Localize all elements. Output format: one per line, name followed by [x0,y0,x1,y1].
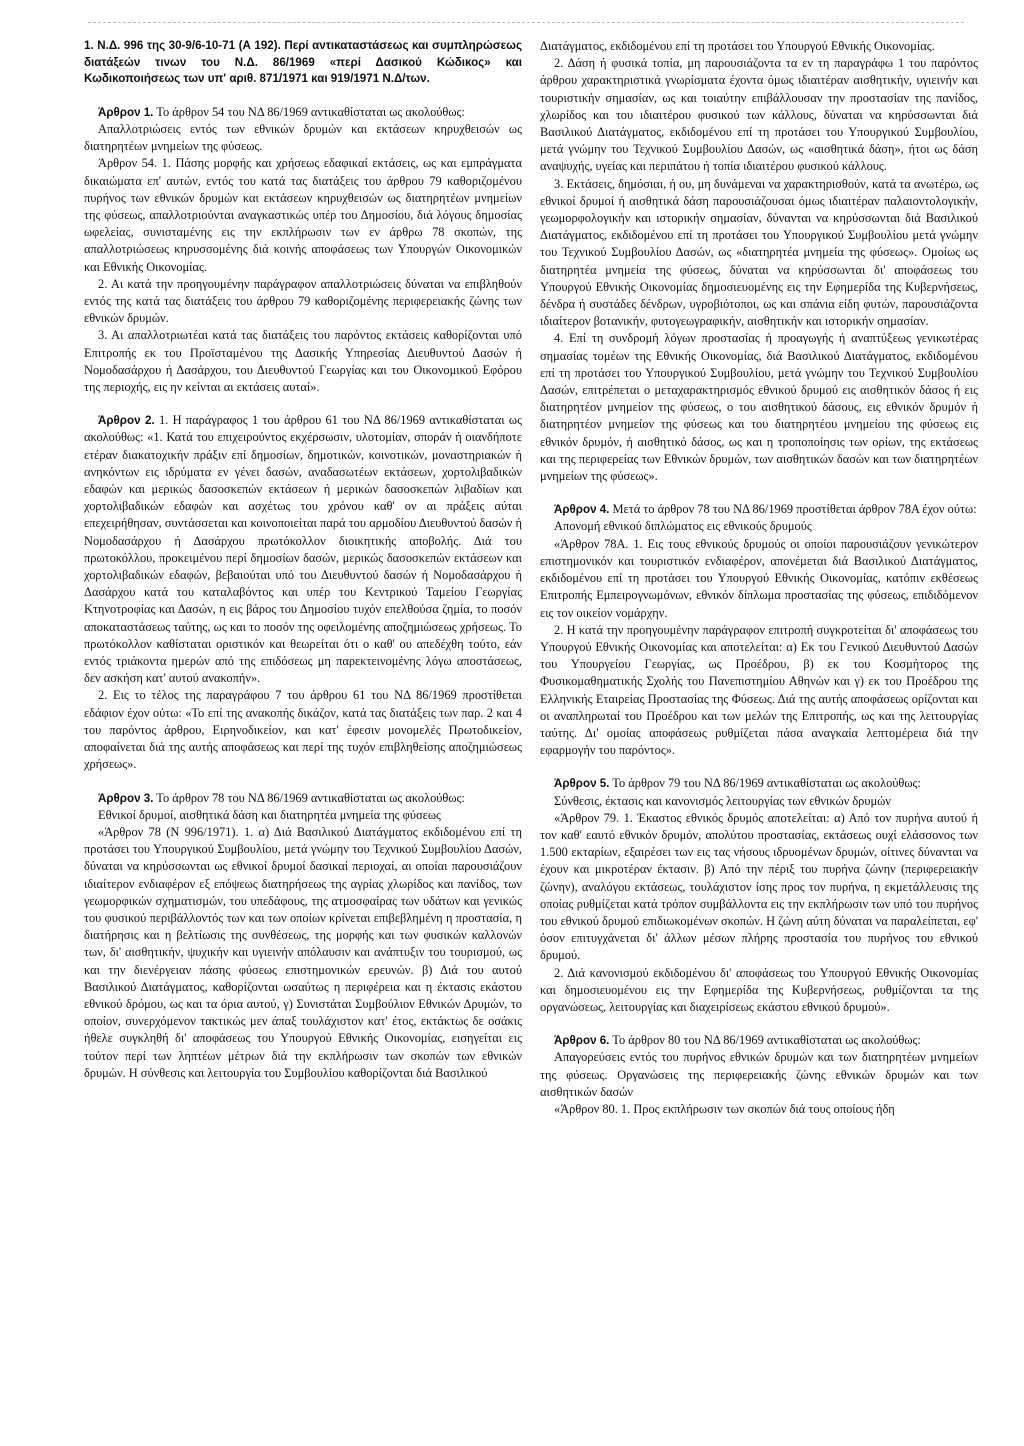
article-1-title: Απαλλοτριώσεις εντός των εθνικών δρυμών και εκτάσεων κηρυχθεισών ως διατηρητέων μνημείων της φύσεως. [84,121,522,154]
article-5 [540,775,978,1016]
article-4 [540,501,978,759]
article-4-title: Απονομή εθνικού διπλώματος εις εθνικούς δρυμούς [554,519,812,534]
article-6-intro: Το άρθρον 80 του ΝΔ 86/1969 αντικαθίσταται ως ακολούθως: [612,1033,921,1048]
article-1-para-2: 2. Αι κατά την προηγουμένην παράγραφον απαλλοτριώσεις δύναται να επιβληθούν εντός της κατά τας διατάξεις του άρθρου 79 καθοριζομένης περιφερειακής ζώνης των εθνικών δρυμών. [84,276,522,326]
law-header: 1. Ν.Δ. 996 της 30-9/6-10-71 (Α 192). Περί αντικαταστάσεως και συμπληρώσεως διατάξεών τινων του Ν.Δ. 86/1969 «περί Δασικού Κώδικος» και Κωδικοποιήσεως των υπ' αριθ. 871/1971 και 919/1971 Ν.Δ/των. [84,39,522,86]
article-3-para-3: 3. Εκτάσεις, δημόσιαι, ή ου, μη δυνάμεναι να χαρακτηρισθούν, κατά τα ανωτέρω, ως εθνικοί δρυμοί ή αισθητικά δάση παρουσιάζουσαι όμως ιδιαιτέραν παλαιοντολογικήν, γεωμορφολογικήν και ιστορικήν σημασίαν, δύνανται να κηρύσσωνται διά Βασιλικού Διατάγματος, εκδιδομένου επί τη προτάσει του Υπουργικού Συμβουλίου μετά γνώμην του Τεχνικού Συμβουλίου Δασών, ως «διατηρητέα μνημεία της φύσεως». Ομοίως ως διατηρητέα μνημεία της φύσεως, δύναται να κηρύσσωνται δι' αποφάσεως του Υπουργού Εθνικής Οικονομίας δημοσιευομένης εις την Εφημερίδα της Κυβερνήσεως, δένδρα ή συστάδες δένδρων, υγροβιότοποι, ως και σπάνια είδη φυτών, παρουσιάζοντα ιδιαίτερον βοτανικήν, φυτογεωγραφικήν, αισθητικήν και ιστορικήν σημασίαν. [540,176,978,329]
article-5-para-2: 2. Διά κανονισμού εκδιδομένου δι' αποφάσεως του Υπουργού Εθνικής Οικονομίας και δημοσιευομένου εις την Εφημερίδα της Κυβερνήσεως, ρυθμίζονται τα της οργανώσεως, λειτουργίας και διαχειρίσεως εκάστου εθνικού δρυμού». [540,965,978,1014]
article-3-title: Εθνικοί δρυμοί, αισθητικά δάση και διατηρητέα μνημεία της φύσεως [98,807,441,822]
article-4-para-2: 2. Η κατά την προηγουμένην παράγραφον επιτροπή συγκροτείται δι' αποφάσεως του Υπουργού Εθνικής Οικονομίας και αποτελείται: α) Εκ του Γενικού Διευθυντού Δασών του Υπουργείου Γεωργίας, ως Προέδρου, β) εκ του Κοσμήτορος της Φυσικομαθηματικής Σχολής του Πανεπιστημίου Αθηνών και γ) εκ του Προέδρου της Ελληνικής Εταιρείας Προστασίας της Φύσεως. Διά της αυτής αποφάσεως ορίζονται και οι αναπληρωταί του Προέδρου και των μελών της Επιτροπής, ως και της λειτουργίας ταύτης. Δι' ομοίας αποφάσεως ρυθμίζεται πάσα αναγκαία λεπτομέρεια διά την εφαρμογήν του παρόντος». [540,622,978,758]
article-3-label: Άρθρον 3. [98,791,154,805]
article-4-intro: Μετά το άρθρον 78 του ΝΔ 86/1969 προστίθεται άρθρον 78Α έχον ούτω: [612,502,977,517]
article-3-para-4: 4. Επί τη συνδρομή λόγων προστασίας ή προαγωγής ή αναπτύξεως γενικωτέρας σημασίας τομέων της Εθνικής Οικονομίας, διά Βασιλικού Διατάγματος, εκδιδομένου επί τη προτάσει του Υπουργικού Συμβουλίου, μετά γνώμην του Τεχνικού Συμβουλίου Δασών, επιτρέπεται ο μεταχαρακτηρισμός εθνικού δρυμού εις αισθητικόν δάσος ή εις διατηρητέον μνημείον της φύσεως, ο του αισθητικού δάσους, εις εθνικόν δρυμόν ή διατηρητέον μνημείον της φύσεως και του διατηρητέου μνημείου της φύσεως εις εθνικόν δρυμόν, ή αισθητικό δάσος, ως και η τροποποίησις των ορίων, της εκτάσεως και της περιφερείας των Εθνικών δρυμών, των αισθητικών δασών και των διατηρητέων μνημείων της φύσεως». [540,331,978,484]
article-1-para-1: Άρθρον 54. 1. Πάσης μορφής και χρήσεως εδαφικαί εκτάσεις, ως και εμπράγματα δικαιώματα επ' αυτών, εντός του κατά τας διατάξεις του άρθρου 79 καθοριζομένου πυρήνος των εθνικών δρυμών και εκτάσεων κηρυχθεισών ως διατηρητέων μνημείων της φύσεως, απαλλοτριούνται αναγκαστικώς υπέρ του Δημοσίου, διά λόγους δημοσίας ωφελείας, συνισταμένης εις την εκπλήρωσιν των εν άρθρω 78 σκοπών, της απαλλοτριώσεως κηρυσσομένης διά κοινής αποφάσεως των Υπουργών Οικονομικών και Εθνικής Οικονομίας. [84,156,522,274]
article-3-continued: Διατάγματος, εκδιδομένου επί τη προτάσει του Υπουργού Εθνικής Οικονομίας. [540,39,935,53]
article-3-intro: Το άρθρον 78 του ΝΔ 86/1969 αντικαθίσταται ως ακολούθως: [156,790,465,805]
article-6-title: Απαγορεύσεις εντός του πυρήνος εθνικών δρυμών και των διατηρητέων μνημείων της φύσεως. Οργανώσεις της περιφερειακής ζώνης εθνικών δρυμών και των αισθητικών δασών [540,1050,978,1099]
article-1-para-3: 3. Αι απαλλοτριωτέαι κατά τας διατάξεις του παρόντος εκτάσεις καθορίζονται υπό Επιτροπής εκ του Προϊσταμένου της Δασικής Υπηρεσίας Διευθυντού Δασών ή Νομοδασάρχου ή Δασάρχου, του Διευθυντού Γεωργίας και του Οικονομικού Εφόρου της περιοχής, εις ην κείνται αι εκτάσεις αυταί». [84,328,522,395]
article-1 [84,104,522,396]
article-1-intro: Το άρθρον 54 του ΝΔ 86/1969 αντικαθίσταται ως ακολούθως: [156,104,465,119]
article-1-label: Άρθρον 1. [98,105,154,119]
article-5-label: Άρθρον 5. [554,777,610,791]
article-4-label: Άρθρον 4. [554,503,610,517]
article-6 [540,1032,978,1118]
article-2-para-1: 1. Η παράγραφος 1 του άρθρου 61 του ΝΔ 86/1969 αντικαθίσταται ως ακολούθως: «1. Κατά του επιχειρούντος εκχέρσωσιν, υλοτομίαν, σποράν ή οιανδήποτε ετέραν διακατοχικήν πράξιν επί δημοσίων, δημοτικών, κοινοτικών, μοναστηριακών ή ανηκόντων εις ιδρύματα εν γένει δασών, αναδασωτέων εκτάσεων, χορτολιβαδικών εδαφών και μερικώς δασοσκεπών εκτάσεων ή μερικών δασοσκεπών λιβαδίων και χορτολιβαδικών εδαφών και ασχέτως του χρόνου καθ' ον αι πράξεις αύται επεχειρήθησαν, συντάσσεται και κοινοποιείται παρά του αρμοδίου Διευθυντού δασών ή Νομοδασάρχου ή Δασάρχου πρωτόκολλον διοικητικής αποβολής. Διά του πρωτοκόλλου, προκειμένου περί δημοσίων δασών, μερικώς δασοσκεπών εκτάσεων και χορτολιβαδικών εδαφών, βεβαιούται υπό του Διευθυντού δασών ή Νομοδασάρχου ή Δασάρχου κατά του καταλαβόντος και υπέρ του Κεντρικού Ταμείου Γεωργίας Κτηνοτροφίας και Δασών, η εις βάρος του Δημοσίου τυχόν επελθούσα ζημία, το ποσόν αποκαταστάσεως ταύτης, ως και το ποσόν της οφειλομένης αποζημιώσεως χρήσεως. Το πρωτόκολλον καθίσταται οριστικόν και θεωρείται ότι ο καθ' ου απεδέχθη τούτο, εάν εντός τριάκοντα ημερών από της επιδόσεως μη παρεκτεινομένης λόγω αποστάσεως, δεν ασκήση κατ' αυτού ανακοπήν». [84,413,522,686]
top-rule [88,22,964,23]
article-2 [84,412,522,773]
article-2-label: Άρθρον 2. [98,414,155,428]
left-column [84,38,522,1082]
article-3-para-2: 2. Δάση ή φυσικά τοπία, μη παρουσιάζοντα τα εν τη παραγράφω 1 του παρόντος άρθρου χαρακτηριστικά γνωρίσματα έχοντα όμως ιδιαιτέραν αισθητικήν, υγιεινήν και τουριστικήν σημασίαν, ως και τοιαύτην επιβάλλουσαν την προστασίαν της πανίδος, χλωρίδος και του ιδιαιτέρου φυσικού των κάλλους, δύναται να κηρύσσωνται διά Βασιλικού Διατάγματος, εκδιδομένου επί τη προτάσει του Υπουργικού Συμβουλίου, μετά γνώμην του Τεχνικού Συμβουλίου Δασών, ως «αισθητικά δάση», ήτοι ως δάση αναψυχής, υγείας και περιπάτου ή τοπία ιδιαιτέρου φυσικού κάλλους. [540,56,978,174]
article-5-para-1: «Άρθρον 79. 1. Έκαστος εθνικός δρυμός αποτελείται: α) Από τον πυρήνα αυτού ή τον καθ' εαυτό εθνικόν δρυμόν, απολύτου προστασίας, εκτάσεως ουχί ελάσσονος των 1.500 εκταρίων, εξαιρέσει των εις τας νήσους ιδρυομένων δρυμών, οίτινες δύνανται να έχουν και μικροτέραν έκτασιν. β) Από την πέριξ του πυρήνα ζώνην (περιφερειακήν ζώνην), αναλόγου εκτάσεως, τουλάχιστον ίσης προς τον πυρήνα, η εκμετάλλευσις της οποίας ρυθμίζεται κατά τρόπον συμβάλλοντα εις την εκπλήρωσιν των υπό του πυρήνος του εθνικού δρυμού επιδιωκομένων σκοπών. Η ζώνη αύτη δύναται να παραλείπεται, εφ' όσον επιτυγχάνεται δι' άλλων μέσων πλήρης προστασία του πυρήνος του εθνικού δρυμού. [540,810,978,963]
article-5-title: Σύνθεσις, έκτασις και κανονισμός λειτουργίας των εθνικών δρυμών [554,793,891,808]
article-3 [84,790,522,1082]
article-2-para-2: 2. Εις το τέλος της παραγράφου 7 του άρθρου 61 του ΝΔ 86/1969 προστίθεται εδάφιον έχον ούτω: «Το επί της ανακοπής δικάζον, κατά τας διατάξεις των παρ. 2 και 4 του παρόντος άρθρου, Ειρηνοδικείον, και κατ' έφεσιν μονομελές Πρωτοδικείον, αποφαίνεται διά της αυτής αποφάσεως και περί της τυχόν επιβληθείσης αποζημιώσεως χρήσεως». [84,688,522,772]
article-5-intro: Το άρθρον 79 του ΝΔ 86/1969 αντικαθίσταται ως ακολούθως: [612,776,921,791]
article-6-label: Άρθρον 6. [554,1034,610,1048]
right-column [540,38,978,1118]
article-4-para-1: «Άρθρον 78Α. 1. Εις τους εθνικούς δρυμούς οι οποίοι παρουσιάζουν γενικώτερον επιστημονικόν και τουριστικόν ενδιαφέρον, απονέμεται διά Βασιλικού Διατάγματος, εκδιδομένου επί τη προτάσει του Υπουργού Εθνικής Οικονομίας, κατόπιν εκθέσεως Επιτροπής Εμπειρογνωμόνων, εθνικόν δίπλωμα προστασίας της φύσεως, επιδιδόμενον εις τον οικείον νομάρχην. [540,536,978,620]
article-6-para-1: «Άρθρον 80. 1. Προς εκπλήρωσιν των σκοπών διά τους οποίους ήδη [554,1101,895,1116]
article-3-para-1: «Άρθρον 78 (Ν 996/1971). 1. α) Διά Βασιλικού Διατάγματος εκδιδομένου επί τη προτάσει του Υπουργικού Συμβουλίου, μετά γνώμην του Τεχνικού Συμβουλίου Δασών, δύναται να κηρύσσωνται ως εθνικοί δρυμοί δασικαί περιοχαί, αι οποίαι παρουσιάζουν ιδιαίτερον ενδιαφέρον εξ επόψεως διατηρήσεως της αγρίας χλωρίδος και πανίδος, των γεωμορφικών σχηματισμών, του υπεδάφους, της ατμοσφαίρας των υδάτων και γενικώς του φυσικού περιβάλλοντός των και των οποίων κρίνεται επιβεβλημένη η προστασία, η διατήρησις και η βελτίωσις της συνθέσεως, της μορφής και των φυσικών καλλονών των, δι' αισθητικήν, ψυχικήν και υγιεινήν απόλαυσιν και ανάπτυξιν του τουρισμού, ως και την διενέργειαν πάσης φύσεως επιστημονικών ερευνών. β) Διά του αυτού Βασιλικού Διατάγματος, καθορίζονται ωσαύτως η περιφέρεια και η έκτασις εκάστου εθνικού δρόμου, ως και τα όρια αυτού, γ) Συνιστάται Συμβούλιον Εθνικών Δρυμών, το οποίον, συνερχόμενον τακτικώς μεν άπαξ τουλάχιστον κατ' έτος, εκτάκτως δε οσάκις ήθελε συγκληθή δι' αποφάσεως του Υπουργού Εθνικής Οικονομίας, εισηγείται εις τούτον περί των ληπτέων μέτρων διά την εκπλήρωσιν των σκοπών των εθνικών δρυμών. Η σύνθεσις και λειτουργία του Συμβουλίου καθορίζονται διά Βασιλικού [84,824,522,1080]
